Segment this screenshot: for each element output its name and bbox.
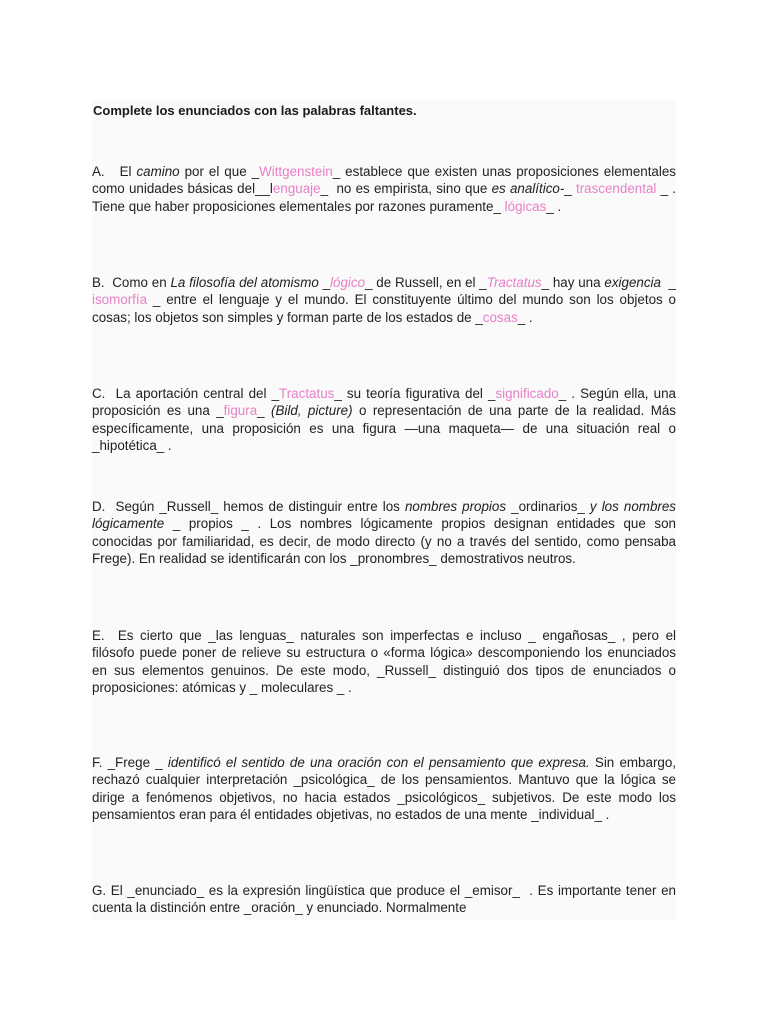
paragraph-text: y los nombres lógicamente [92, 499, 680, 532]
paragraph-b [92, 274, 680, 326]
paragraph-text: o representación de una parte de la realidad. Más específicamente, una proposición es una figura —una maqueta— de una situación real o _hipotética_ . [92, 403, 680, 454]
paragraph-text: C. La aportación central del _ [92, 386, 280, 401]
paragraph-text: Sin embargo, rechazó cualquier interpretación _psicológica_ de los pensamientos. Mantuvo que la lógica se dirige a fenómenos objetivos, no hacia estados _psicológicos_ subjetivos. De este modo los pensamientos eran para él entidades objetivas, no estados de una mente _individual_ . [92, 755, 680, 823]
paragraph-text: (Bild, picture) [271, 403, 353, 419]
paragraph-text: _ entre el lenguaje y el mundo. El constituyente último del mundo son los objetos o cosas; los objetos son simples y forman parte de los estados de _ [92, 292, 680, 325]
paragraph-text: exigencia [604, 275, 661, 290]
paragraph-text: B. Como en [92, 275, 171, 290]
paragraph-text: _ . Según ella, una proposición es una _ [92, 386, 680, 419]
paragraph-text: camino [136, 164, 180, 179]
filled-answer: significado [495, 386, 559, 401]
paragraph-c [92, 385, 680, 455]
paragraph-text: La filosofía del atomismo [170, 275, 319, 290]
paragraph-text: identificó el sentido de una oración con el pensamiento que expresa. [167, 755, 590, 770]
paragraph-text: _ hay una [541, 275, 605, 290]
paragraph-text: _ su teoría figurativa del _ [334, 386, 496, 401]
filled-answer: trascendental [575, 181, 657, 197]
paragraph-text: F. _Frege _ [92, 755, 168, 770]
paragraph-text: _ de Russell, en el _ [365, 275, 487, 290]
filled-answer: isomorfía [92, 292, 148, 308]
filled-answer: lógicas [504, 198, 547, 214]
paragraph-text: _ [257, 403, 271, 419]
paragraph-e [92, 627, 680, 697]
paragraph-text: _ [318, 275, 331, 290]
paragraph-a [92, 163, 680, 215]
filled-answer: figura [223, 403, 258, 419]
paragraph-d [92, 498, 680, 568]
filled-answer: Tractatus [486, 275, 542, 290]
filled-answer: enguaje [272, 181, 321, 197]
paragraph-text: _ no es empirista, sino que [320, 181, 492, 197]
paragraph-text: nombres propios [404, 499, 507, 514]
paragraph-text: _ . Tiene que haber proposiciones elementales por razones puramente_ [92, 181, 680, 214]
paragraph-text: _ [564, 181, 576, 197]
filled-answer: cosas [482, 309, 518, 325]
filled-answer: Tractatus [279, 386, 335, 401]
paragraph-text: D. Según _Russell_ hemos de distinguir entre los [92, 499, 405, 514]
filled-answer: Wittgenstein [259, 164, 333, 179]
filled-answer: lógico [330, 275, 366, 290]
paragraph-text: A. El [92, 164, 137, 179]
paragraph-text: por el que _ [179, 164, 260, 179]
paragraph-text: _ propios _ . Los nombres lógicamente propios designan entidades que son conocidas por familiaridad, es decir, de modo directo (y no a través del sentido, como pensaba Frege). En realidad se identificarán con los _pronombres_ demostrativos neutros. [92, 516, 680, 567]
paragraph-g [92, 882, 680, 917]
paragraph-text: G. El _enunciado_ es la expresión lingüística que produce el _emisor_ . Es importante tener en cuenta la distinción entre _oración_ y enunciado. Normalmente [92, 883, 680, 916]
paragraph-text: _ [660, 275, 680, 290]
paragraph-f [92, 754, 680, 824]
paragraph-text: _ establece que existen unas proposiciones elementales como unidades básicas del__l [92, 164, 680, 197]
paragraph-text: E. Es cierto que _las lenguas_ naturales son imperfectas e incluso _ engañosas_ , pero el filósofo puede poner de relieve su estructura o «forma lógica» descomponiendo los enunciados en sus elementos genuinos. De este modo, _Russell_ distinguió dos tipos de enunciados o proposiciones: atómicas y _ moleculares _ . [92, 628, 680, 696]
worksheet-heading: Complete los enunciados con las palabras faltantes. [93, 103, 417, 118]
paragraph-text: es analítico- [491, 181, 565, 197]
paragraph-text: _ . [517, 309, 533, 325]
paragraph-text: _ . [546, 198, 562, 214]
paragraph-text: _ordinarios_ [506, 499, 590, 514]
